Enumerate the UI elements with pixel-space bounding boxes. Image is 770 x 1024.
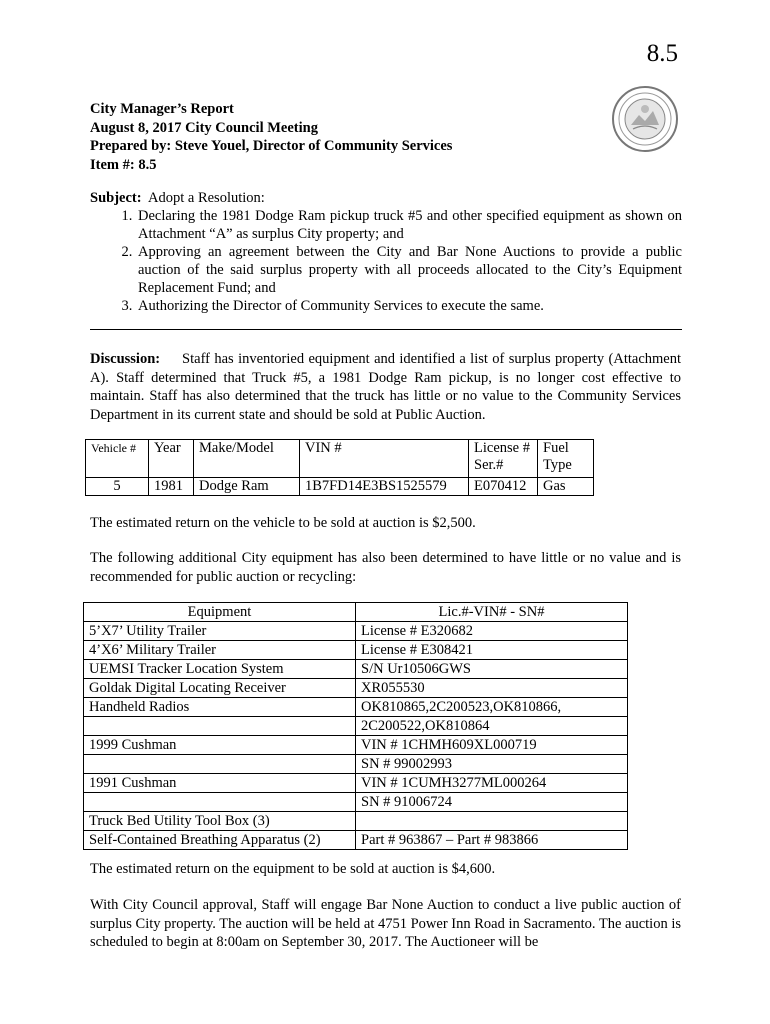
table-row: [84, 679, 628, 698]
discussion-section: [90, 350, 681, 424]
table-row: [86, 478, 594, 496]
table-cell: 1981: [149, 478, 194, 496]
table-cell: 2C200522,OK810864: [356, 717, 628, 736]
table-cell: Dodge Ram: [194, 478, 300, 496]
table-cell: [84, 793, 356, 812]
table-cell: Handheld Radios: [84, 698, 356, 717]
equipment-intro: The following additional City equipment has also been determined to have little or no value and is recommended for public auction or recycling:: [90, 550, 681, 585]
column-header: Lic.#-VIN# - SN#: [356, 603, 628, 622]
table-cell: S/N Ur10506GWS: [356, 660, 628, 679]
table-cell: 1B7FD14E3BS1525579: [300, 478, 469, 496]
column-header: Make/Model: [194, 440, 300, 478]
column-header: Year: [149, 440, 194, 478]
table-row: [84, 812, 628, 831]
table-cell: Gas: [538, 478, 594, 496]
table-row: [84, 793, 628, 812]
table-row: [84, 698, 628, 717]
table-header-row: [86, 440, 594, 478]
table-row: [84, 831, 628, 850]
table-row: [84, 641, 628, 660]
report-header: [90, 100, 452, 174]
equipment-return: The estimated return on the equipment to be sold at auction is $4,600.: [90, 861, 496, 877]
vehicle-return: The estimated return on the vehicle to be sold at auction is $2,500.: [90, 515, 476, 531]
table-cell: Goldak Digital Locating Receiver: [84, 679, 356, 698]
column-header: License # Ser.#: [469, 440, 538, 478]
subject-item: 1. Declaring the 1981 Dodge Ram pickup truck #5 and other specified equipment as shown on Attachment “A” as surplus City property; and: [136, 207, 682, 243]
table-row: [84, 660, 628, 679]
table-cell: 4’X6’ Military Trailer: [84, 641, 356, 660]
report-title: City Manager’s Report: [90, 101, 234, 117]
table-cell: [84, 755, 356, 774]
column-header: VIN #: [300, 440, 469, 478]
subject-list: [90, 207, 682, 315]
subject-text: Adopt a Resolution:: [148, 190, 265, 206]
vehicle-table: [85, 439, 594, 496]
table-cell: VIN # 1CUMH3277ML000264: [356, 774, 628, 793]
table-row: [84, 774, 628, 793]
city-seal-icon: [611, 85, 679, 153]
table-row: [84, 755, 628, 774]
column-header: Vehicle #: [86, 440, 149, 478]
table-cell: License # E320682: [356, 622, 628, 641]
table-cell: UEMSI Tracker Location System: [84, 660, 356, 679]
table-cell: OK810865,2C200523,OK810866,: [356, 698, 628, 717]
column-header: Equipment: [84, 603, 356, 622]
table-row: [84, 622, 628, 641]
table-cell: VIN # 1CHMH609XL000719: [356, 736, 628, 755]
table-cell: XR055530: [356, 679, 628, 698]
table-cell: License # E308421: [356, 641, 628, 660]
prepared-by: Prepared by: Steve Youel, Director of Community Services: [90, 138, 453, 154]
subject-section: [90, 189, 682, 315]
subject-label: Subject:: [90, 190, 142, 206]
table-row: [84, 717, 628, 736]
table-header-row: [84, 603, 628, 622]
table-cell: SN # 91006724: [356, 793, 628, 812]
meeting-date: August 8, 2017 City Council Meeting: [90, 119, 318, 136]
table-cell: 1999 Cushman: [84, 736, 356, 755]
discussion-label: Discussion:: [90, 351, 161, 367]
table-cell: 5’X7’ Utility Trailer: [84, 622, 356, 641]
table-cell: Part # 963867 – Part # 983866: [356, 831, 628, 850]
item-number: Item #: 8.5: [90, 156, 157, 173]
subject-item: 2. Approving an agreement between the City and Bar None Auctions to provide a public auction of the said surplus property with all proceeds allocated to the City’s Equipment Replacement Fund; and: [136, 243, 682, 297]
table-cell: [84, 717, 356, 736]
table-row: [84, 736, 628, 755]
table-cell: SN # 99002993: [356, 755, 628, 774]
table-cell: [356, 812, 628, 831]
closing-paragraph: With City Council approval, Staff will engage Bar None Auction to conduct a live public auction of surplus City property. The auction will be held at 4751 Power Inn Road in Sacramento. The auction is scheduled to begin at 8:00am on September 30, 2017. The Auctioneer will be: [90, 897, 681, 950]
table-cell: 1991 Cushman: [84, 774, 356, 793]
table-cell: 5: [86, 478, 149, 496]
table-cell: E070412: [469, 478, 538, 496]
page-number: 8.5: [646, 40, 678, 67]
discussion-text: Staff has inventoried equipment and identified a list of surplus property (Attachment A). Staff determined that Truck #5, a 1981 Dodge Ram pickup, is no longer cost effective to maintain. Staff has also determined that the truck has little or no value to the Community Services Department in its current state and should be sold at Public Auction.: [90, 351, 682, 423]
subject-item: 3. Authorizing the Director of Community Services to execute the same.: [136, 297, 682, 315]
column-header: Fuel Type: [538, 440, 594, 478]
table-cell: Truck Bed Utility Tool Box (3): [84, 812, 356, 831]
table-cell: Self-Contained Breathing Apparatus (2): [84, 831, 356, 850]
horizontal-divider: [90, 329, 682, 330]
equipment-table: [83, 602, 628, 850]
